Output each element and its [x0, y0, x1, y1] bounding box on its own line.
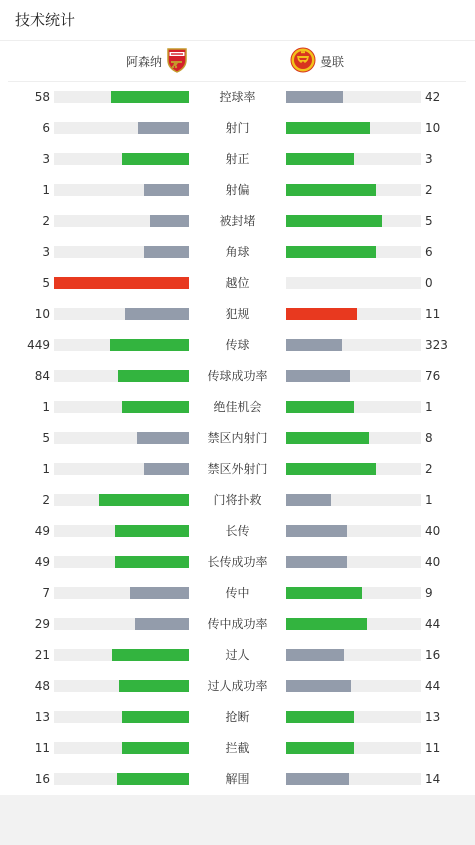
- home-bar-track: [54, 339, 189, 351]
- away-value: 14: [425, 772, 441, 786]
- stat-row: [0, 268, 475, 299]
- home-bar-fill: [99, 494, 189, 506]
- home-bar-fill: [137, 432, 189, 444]
- stat-label: 禁区内射门: [207, 431, 268, 445]
- away-bar-fill: [286, 649, 344, 661]
- page-title: 技术统计: [15, 11, 76, 29]
- away-value: 1: [425, 400, 433, 414]
- stat-label: 过人成功率: [207, 679, 268, 693]
- home-bar-track: [54, 277, 189, 289]
- home-bar-track: [54, 587, 189, 599]
- stat-row: [0, 764, 475, 795]
- stat-label: 拦截: [225, 741, 250, 755]
- stat-row: [0, 547, 475, 578]
- away-bar-fill: [286, 587, 362, 599]
- home-bar-track: [54, 525, 189, 537]
- home-bar-track: [54, 215, 189, 227]
- away-bar-fill: [286, 308, 357, 320]
- away-bar-track: [286, 711, 421, 723]
- away-bar-track: [286, 525, 421, 537]
- home-value: 10: [34, 307, 50, 321]
- home-value: 29: [34, 617, 50, 631]
- home-bar-fill: [144, 246, 189, 258]
- stats-list: [0, 82, 475, 795]
- home-bar-track: [54, 680, 189, 692]
- home-bar-fill: [122, 401, 190, 413]
- away-value: 323: [425, 338, 448, 352]
- away-value: 10: [425, 121, 441, 135]
- away-value: 3: [425, 152, 433, 166]
- home-value: 1: [42, 462, 50, 476]
- away-value: 42: [425, 90, 441, 104]
- stat-row: [0, 113, 475, 144]
- stat-label: 长传: [225, 524, 250, 538]
- stat-label: 禁区外射门: [207, 462, 268, 476]
- away-bar-fill: [286, 742, 354, 754]
- stat-row: [0, 671, 475, 702]
- away-value: 6: [425, 245, 433, 259]
- away-bar-fill: [286, 773, 349, 785]
- stat-row: [0, 237, 475, 268]
- home-bar-fill: [110, 339, 189, 351]
- away-value: 9: [425, 586, 433, 600]
- away-team[interactable]: [290, 41, 344, 81]
- home-value: 3: [42, 245, 50, 259]
- away-value: 40: [425, 555, 441, 569]
- home-value: 2: [42, 214, 50, 228]
- stat-row: [0, 423, 475, 454]
- away-bar-track: [286, 649, 421, 661]
- away-bar-track: [286, 308, 421, 320]
- home-value: 2: [42, 493, 50, 507]
- away-value: 44: [425, 679, 441, 693]
- away-bar-track: [286, 153, 421, 165]
- away-bar-track: [286, 215, 421, 227]
- home-bar-track: [54, 494, 189, 506]
- home-value: 58: [34, 90, 50, 104]
- away-bar-fill: [286, 153, 354, 165]
- stat-label: 传球: [225, 338, 250, 352]
- home-bar-track: [54, 649, 189, 661]
- home-bar-fill: [122, 742, 190, 754]
- stat-label: 传球成功率: [207, 369, 268, 383]
- away-bar-track: [286, 277, 421, 289]
- home-bar-track: [54, 618, 189, 630]
- away-value: 8: [425, 431, 433, 445]
- away-bar-track: [286, 246, 421, 258]
- away-bar-fill: [286, 246, 376, 258]
- away-bar-track: [286, 773, 421, 785]
- away-bar-track: [286, 742, 421, 754]
- home-value: 6: [42, 121, 50, 135]
- stat-row: [0, 640, 475, 671]
- away-value: 76: [425, 369, 441, 383]
- away-bar-track: [286, 618, 421, 630]
- home-bar-fill: [117, 773, 189, 785]
- home-value: 49: [34, 555, 50, 569]
- home-team-name: 阿森纳: [126, 54, 163, 69]
- stat-row: [0, 175, 475, 206]
- stat-label: 角球: [225, 245, 250, 259]
- away-bar-fill: [286, 432, 369, 444]
- teams-header: [0, 41, 475, 81]
- away-bar-fill: [286, 401, 354, 413]
- home-bar-track: [54, 432, 189, 444]
- away-bar-fill: [286, 91, 343, 103]
- away-bar-fill: [286, 463, 376, 475]
- home-bar-fill: [111, 91, 189, 103]
- stat-label: 过人: [225, 648, 250, 662]
- away-bar-track: [286, 463, 421, 475]
- away-bar-track: [286, 432, 421, 444]
- away-bar-track: [286, 401, 421, 413]
- home-team[interactable]: [126, 41, 188, 81]
- away-bar-track: [286, 184, 421, 196]
- home-value: 1: [42, 183, 50, 197]
- stat-label: 门将扑救: [213, 493, 262, 507]
- away-value: 2: [425, 462, 433, 476]
- home-bar-fill: [144, 463, 189, 475]
- away-value: 16: [425, 648, 441, 662]
- away-bar-track: [286, 122, 421, 134]
- home-value: 5: [42, 276, 50, 290]
- stat-row: [0, 361, 475, 392]
- stat-label: 绝佳机会: [213, 400, 262, 414]
- away-bar-track: [286, 91, 421, 103]
- home-bar-track: [54, 773, 189, 785]
- home-bar-fill: [138, 122, 189, 134]
- stat-label: 射偏: [225, 183, 250, 197]
- home-value: 11: [34, 741, 50, 755]
- away-value: 11: [425, 307, 441, 321]
- home-bar-track: [54, 153, 189, 165]
- away-bar-fill: [286, 339, 342, 351]
- stat-row: [0, 733, 475, 764]
- away-bar-fill: [286, 215, 382, 227]
- home-bar-fill: [112, 649, 189, 661]
- home-bar-fill: [135, 618, 189, 630]
- home-bar-track: [54, 742, 189, 754]
- home-bar-track: [54, 246, 189, 258]
- away-bar-track: [286, 370, 421, 382]
- home-bar-track: [54, 556, 189, 568]
- home-bar-track: [54, 308, 189, 320]
- away-value: 5: [425, 214, 433, 228]
- away-bar-track: [286, 339, 421, 351]
- home-value: 5: [42, 431, 50, 445]
- home-bar-fill: [118, 370, 189, 382]
- home-value: 13: [34, 710, 50, 724]
- stat-label: 传中: [225, 586, 250, 600]
- away-value: 1: [425, 493, 433, 507]
- home-bar-track: [54, 91, 189, 103]
- home-bar-track: [54, 463, 189, 475]
- stat-label: 解围: [225, 772, 250, 786]
- home-bar-fill: [119, 680, 189, 692]
- away-bar-track: [286, 680, 421, 692]
- stat-label: 控球率: [219, 90, 256, 104]
- stat-row: [0, 516, 475, 547]
- stat-label: 抢断: [225, 710, 250, 724]
- away-bar-fill: [286, 618, 367, 630]
- home-bar-fill: [144, 184, 189, 196]
- home-bar-fill: [115, 556, 189, 568]
- home-value: 3: [42, 152, 50, 166]
- away-team-name: 曼联: [320, 54, 345, 69]
- stat-label: 被封堵: [219, 214, 256, 228]
- away-value: 11: [425, 741, 441, 755]
- away-bar-fill: [286, 184, 376, 196]
- stat-row: [0, 206, 475, 237]
- stat-row: [0, 702, 475, 733]
- manchester-united-crest-icon: [290, 47, 316, 76]
- stat-row: [0, 330, 475, 361]
- away-value: 13: [425, 710, 441, 724]
- home-value: 49: [34, 524, 50, 538]
- away-bar-fill: [286, 370, 350, 382]
- away-value: 40: [425, 524, 441, 538]
- stat-label: 射正: [225, 152, 250, 166]
- home-value: 16: [34, 772, 50, 786]
- away-bar-track: [286, 556, 421, 568]
- home-bar-track: [54, 711, 189, 723]
- away-value: 0: [425, 276, 433, 290]
- stat-row: [0, 82, 475, 113]
- home-value: 84: [34, 369, 50, 383]
- away-bar-track: [286, 587, 421, 599]
- away-value: 44: [425, 617, 441, 631]
- away-bar-track: [286, 494, 421, 506]
- stat-row: [0, 144, 475, 175]
- home-bar-fill: [130, 587, 189, 599]
- stat-label: 传中成功率: [207, 617, 268, 631]
- home-value: 7: [42, 586, 50, 600]
- home-bar-track: [54, 184, 189, 196]
- home-value: 48: [34, 679, 50, 693]
- stat-row: [0, 299, 475, 330]
- stat-row: [0, 609, 475, 640]
- arsenal-crest-icon: [166, 47, 188, 76]
- home-bar-fill: [122, 153, 190, 165]
- home-bar-fill: [115, 525, 189, 537]
- home-bar-fill: [150, 215, 189, 227]
- stat-row: [0, 454, 475, 485]
- home-value: 1: [42, 400, 50, 414]
- home-bar-track: [54, 401, 189, 413]
- stat-label: 长传成功率: [207, 555, 268, 569]
- stat-label: 射门: [225, 121, 250, 135]
- stat-label: 越位: [225, 276, 250, 290]
- home-bar-track: [54, 122, 189, 134]
- away-bar-fill: [286, 680, 351, 692]
- stat-row: [0, 485, 475, 516]
- away-bar-fill: [286, 525, 347, 537]
- home-bar-track: [54, 370, 189, 382]
- away-value: 2: [425, 183, 433, 197]
- stat-row: [0, 392, 475, 423]
- away-bar-fill: [286, 711, 354, 723]
- home-bar-fill: [125, 308, 189, 320]
- away-bar-fill: [286, 556, 347, 568]
- home-value: 449: [27, 338, 50, 352]
- stat-label: 犯规: [225, 307, 250, 321]
- away-bar-fill: [286, 494, 331, 506]
- home-bar-fill: [54, 277, 189, 289]
- home-value: 21: [34, 648, 50, 662]
- stat-row: [0, 578, 475, 609]
- home-bar-fill: [122, 711, 190, 723]
- away-bar-fill: [286, 122, 370, 134]
